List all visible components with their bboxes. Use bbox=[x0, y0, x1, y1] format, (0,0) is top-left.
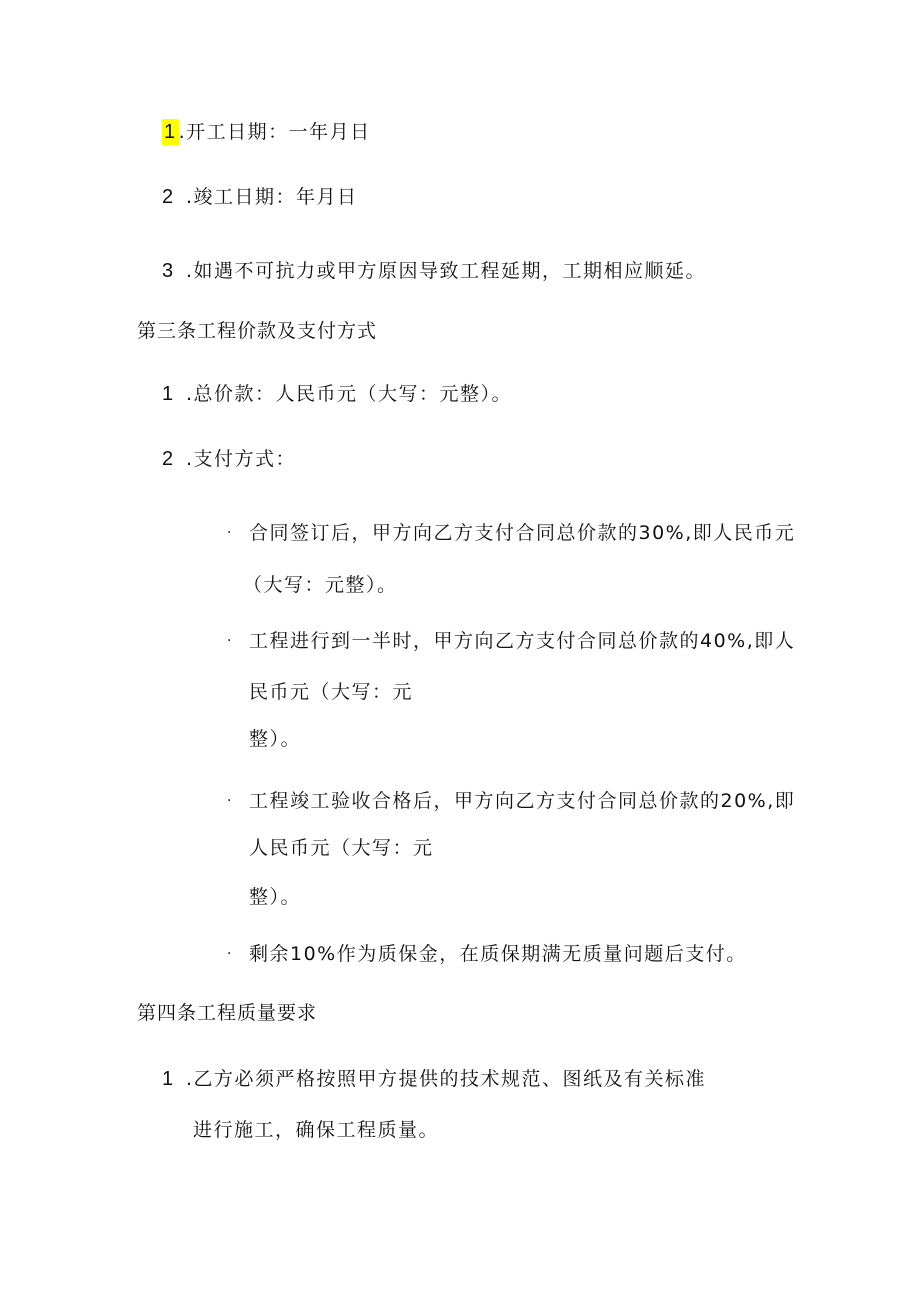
section-3-title: 第三条工程价款及支付方式 bbox=[137, 320, 378, 342]
item-text: .如遇不可抗力或甲方原因导致工程延期，工期相应顺延。 bbox=[186, 260, 707, 282]
item-text: .支付方式： bbox=[186, 448, 297, 470]
bullet-1-line-1: 合同签订后，甲方向乙方支付合同总价款的30%,即人民币元 bbox=[249, 522, 796, 544]
item-text: .乙方必须严格按照甲方提供的技术规范、图纸及有关标准 bbox=[186, 1068, 707, 1090]
bullet-mark: · bbox=[227, 946, 232, 962]
item-delay-clause bbox=[162, 258, 706, 284]
bullet-4-line-1: 剩余10%作为质保金，在质保期满无质量问题后支付。 bbox=[249, 943, 747, 965]
bullet-3-line-2: 人民币元（大写：元 bbox=[249, 837, 434, 859]
item-number: 2 bbox=[162, 186, 175, 208]
bullet-2-line-1: 工程进行到一半时，甲方向乙方支付合同总价款的40%,即人 bbox=[249, 630, 796, 652]
section-3-item-1 bbox=[162, 381, 512, 407]
item-number: 3 bbox=[162, 260, 175, 282]
item-text: .开工日期：一年月日 bbox=[178, 121, 371, 143]
bullet-mark: · bbox=[227, 633, 232, 649]
item-text: .总价款：人民币元（大写：元整）。 bbox=[186, 383, 513, 405]
bullet-2-line-2: 民币元（大写：元 bbox=[249, 681, 414, 703]
bullet-3-line-1: 工程竣工验收合格后，甲方向乙方支付合同总价款的20%,即 bbox=[249, 790, 796, 812]
item-number: 1 bbox=[164, 121, 177, 143]
section-4-item-1-line-2: 进行施工，确保工程质量。 bbox=[193, 1119, 440, 1141]
item-start-date bbox=[162, 119, 371, 145]
item-text: .竣工日期：年月日 bbox=[186, 186, 358, 208]
item-number: 2 bbox=[162, 448, 175, 470]
item-completion-date bbox=[162, 184, 358, 210]
section-4-item-1 bbox=[162, 1066, 706, 1092]
section-4-title: 第四条工程质量要求 bbox=[137, 1002, 318, 1024]
bullet-3-line-3: 整）。 bbox=[249, 886, 302, 908]
bullet-mark: · bbox=[227, 525, 232, 541]
item-number: 1 bbox=[162, 383, 175, 405]
item-number: 1 bbox=[162, 1068, 175, 1090]
bullet-mark: · bbox=[227, 793, 232, 809]
bullet-1-line-2: （大写：元整）。 bbox=[243, 574, 398, 596]
section-3-item-2 bbox=[162, 446, 296, 472]
bullet-2-line-3: 整）。 bbox=[249, 728, 302, 750]
